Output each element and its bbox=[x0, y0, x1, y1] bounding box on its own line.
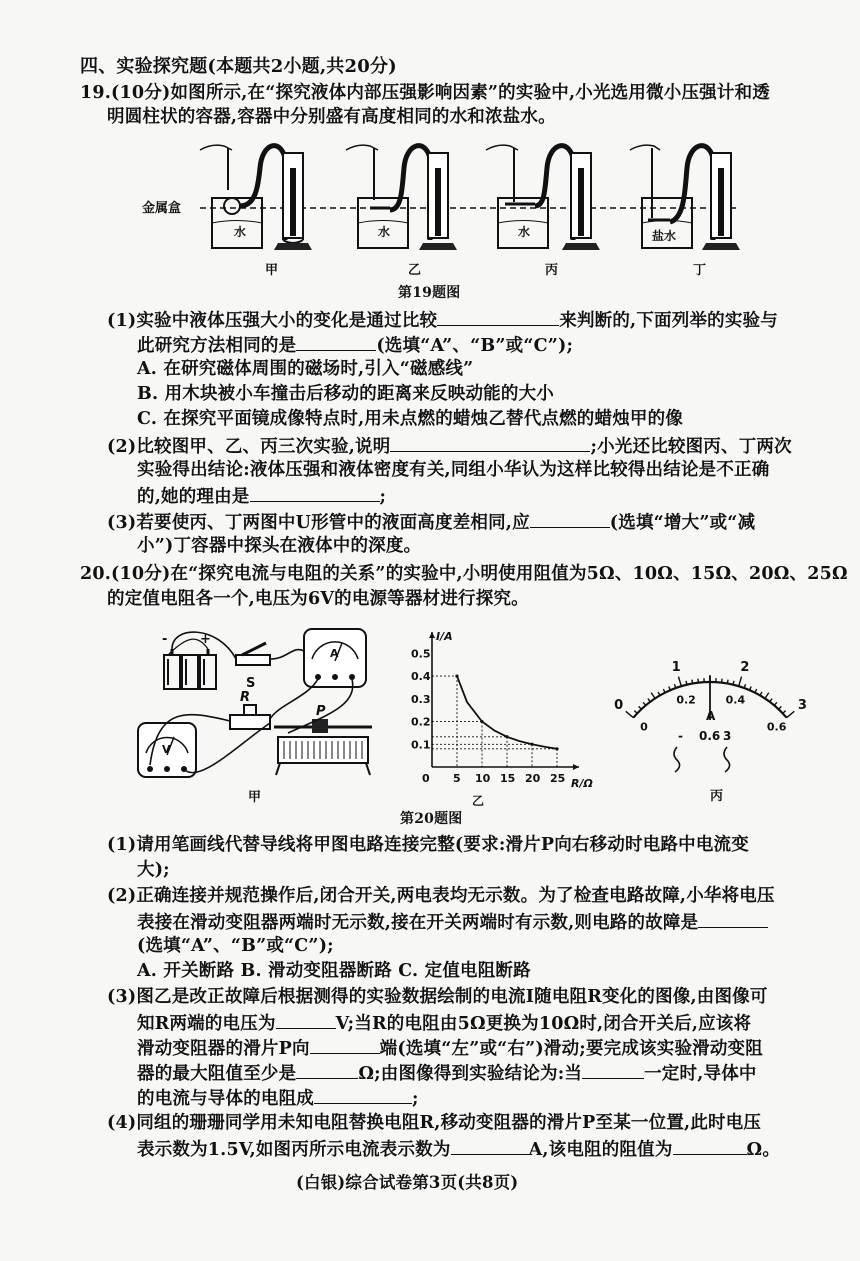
q20-part3-line4: 器的最大阻值至少是 Ω;由图像得到实验结论为:当 一定时,导体中 bbox=[137, 1061, 757, 1085]
dial-tick bbox=[739, 677, 742, 687]
data-point bbox=[480, 720, 483, 723]
data-point bbox=[505, 735, 508, 738]
x-axis-label: R/Ω bbox=[571, 777, 593, 790]
dial-tick bbox=[639, 706, 642, 709]
dial-tick bbox=[783, 711, 786, 714]
q20-part4-line1: (4)同组的珊珊同学用未知电阻替换电阻R,移动变阻器的滑片P至某一位置,此时电压 bbox=[107, 1113, 762, 1133]
q19-blank-4[interactable] bbox=[250, 484, 380, 502]
dial-tick bbox=[663, 689, 665, 693]
x-tick-label: 10 bbox=[475, 772, 491, 785]
dial-tick bbox=[643, 702, 646, 705]
x-tick-label: 15 bbox=[500, 772, 516, 785]
q19-part3-line2: 小”)丁容器中探头在液体中的深度。 bbox=[137, 536, 422, 556]
dial-minor-label: 0.2 bbox=[676, 693, 696, 707]
q19-blank-5[interactable] bbox=[530, 510, 610, 528]
resistor-label: R bbox=[240, 690, 251, 705]
panel-label-yi-20: 乙 bbox=[472, 794, 485, 808]
switch bbox=[236, 643, 270, 665]
x-tick-label: 0 bbox=[422, 772, 430, 785]
dial-tick bbox=[770, 699, 772, 702]
y-tick-label: 0.1 bbox=[411, 738, 431, 752]
q20-part2-line3: (选填“A”、“B”或“C”); bbox=[137, 936, 334, 956]
q20-part3-line2: 知R两端的电压为 V;当R的电阻由5Ω更换为10Ω时,闭合开关后,应该将 bbox=[137, 1011, 751, 1035]
panel-label-jia-20: 甲 bbox=[248, 790, 262, 805]
q19-intro-line2: 明圆柱状的容器,容器中分别盛有高度相同的水和浓盐水。 bbox=[107, 107, 556, 127]
dial-tick bbox=[765, 693, 769, 699]
panel-bing-apparatus bbox=[486, 145, 600, 250]
dial-tick bbox=[760, 692, 762, 695]
x-tick-label: 25 bbox=[550, 772, 566, 785]
y-axis-label: I/A bbox=[436, 630, 453, 643]
q20-part3-line1: (3)图乙是改正故障后根据测得的实验数据绘制的电流I随电阻R变化的图像,由图像可 bbox=[107, 987, 768, 1007]
dial-tick bbox=[626, 711, 634, 717]
q20-blank-1[interactable] bbox=[698, 910, 768, 928]
q20-blank-8[interactable] bbox=[673, 1137, 747, 1155]
dial-minor-label: 0.6 bbox=[766, 720, 787, 734]
q20-blank-5[interactable] bbox=[582, 1061, 644, 1079]
q20-blank-4[interactable] bbox=[296, 1061, 358, 1079]
page-footer: (白银)综合试卷第3页(共8页) bbox=[296, 1173, 519, 1192]
ammeter-label: A bbox=[330, 647, 339, 660]
q19-option-c: C. 在探究平面镜成像特点时,用未点燃的蜡烛乙替代点燃的蜡烛甲的像 bbox=[137, 409, 683, 429]
panel-yi-apparatus bbox=[346, 145, 457, 250]
q20-caption: 第20题图 bbox=[400, 811, 463, 827]
dial-tick bbox=[658, 692, 660, 695]
q19-blank-1[interactable] bbox=[437, 308, 559, 326]
q19-part2-line2: 实验得出结论:液体压强和液体密度有关,同组小华认为这样比较得出结论是不正确 bbox=[137, 460, 770, 480]
q19-part2-line3: 的,她的理由是 ; bbox=[137, 484, 386, 508]
q19-intro-line1: 19.(10分)如图所示,在“探究液体内部压强影响因素”的实验中,小光选用微小压强计和透 bbox=[80, 83, 770, 103]
panel-label-bing-20: 丙 bbox=[710, 789, 724, 804]
probe-label: 金属盒 bbox=[142, 201, 182, 216]
terminal-wire-right bbox=[724, 747, 730, 772]
q20-graph bbox=[410, 630, 593, 808]
q19-blank-2[interactable] bbox=[296, 333, 376, 351]
terminal-minus: - bbox=[678, 729, 683, 743]
dial-tick bbox=[651, 693, 655, 699]
data-point bbox=[530, 743, 533, 746]
dial-unit: A bbox=[706, 709, 716, 723]
battery bbox=[164, 649, 216, 689]
q19-blank-3[interactable] bbox=[390, 434, 590, 452]
dial-tick bbox=[686, 681, 687, 685]
y-tick-label: 0.4 bbox=[411, 670, 431, 684]
dial-major-label: 3 bbox=[797, 697, 807, 713]
dial-minor-label: 0 bbox=[640, 720, 648, 734]
q20-part3-line3: 滑动变阻器的滑片P向 端(选填“左”或“右”)滑动;要完成该实验滑动变阻 bbox=[137, 1036, 763, 1060]
panel-jia-apparatus bbox=[200, 145, 312, 250]
data-point bbox=[555, 747, 558, 750]
q20-meter-dial bbox=[605, 632, 815, 802]
dial-tick bbox=[648, 699, 650, 702]
panel-label-bing: 丙 bbox=[545, 263, 559, 278]
q20-part4-line2: 表示数为1.5V,如图丙所示电流表示数为 A,该电阻的阻值为 Ω。 bbox=[137, 1137, 780, 1161]
terminal-wire-left bbox=[674, 747, 680, 772]
q20-part2-line2: 表接在滑动变阻器两端时无示数,接在开关两端时有示数,则电路的故障是 bbox=[137, 910, 768, 934]
minus-sign: - bbox=[162, 632, 168, 647]
dial-tick bbox=[634, 711, 637, 714]
dial-major-label: 2 bbox=[740, 660, 750, 676]
q19-part3-line1: (3)若要使丙、丁两图中U形管中的液面高度差相同,应 (选填“增大”或“减 bbox=[107, 510, 755, 534]
liquid-label-2: 水 bbox=[378, 225, 391, 239]
switch-label: S bbox=[246, 676, 256, 691]
q19-option-a: A. 在研究磁体周围的磁场时,引入“磁感线” bbox=[137, 359, 474, 379]
x-tick-label: 20 bbox=[525, 772, 541, 785]
dial-tick bbox=[779, 706, 782, 709]
q20-blank-6[interactable] bbox=[314, 1086, 412, 1104]
dial-major-label: 1 bbox=[671, 660, 681, 676]
q20-part2-options: A. 开关断路 B. 滑动变阻器断路 C. 定值电阻断路 bbox=[137, 961, 531, 981]
fixed-resistor bbox=[230, 705, 270, 729]
dial-tick bbox=[692, 680, 693, 684]
q20-blank-3[interactable] bbox=[310, 1036, 380, 1054]
dial-tick bbox=[755, 689, 757, 693]
terminal-06: 0.6 bbox=[699, 729, 721, 743]
panel-label-ding: 丁 bbox=[693, 263, 707, 278]
q20-circuit-figure bbox=[128, 615, 388, 805]
plus-sign: + bbox=[200, 632, 211, 647]
liquid-label-4: 盐水 bbox=[652, 229, 677, 243]
liquid-label-1: 水 bbox=[234, 225, 247, 239]
dial-major-label: 0 bbox=[614, 697, 624, 713]
y-tick-label: 0.3 bbox=[411, 692, 431, 706]
data-point bbox=[455, 674, 458, 677]
q19-part1-line2: 此研究方法相同的是 (选填“A”、“B”或“C”); bbox=[137, 333, 573, 357]
q19-caption: 第19题图 bbox=[398, 285, 461, 301]
y-tick-label: 0.2 bbox=[411, 715, 431, 729]
section-title: 四、实验探究题(本题共2小题,共20分) bbox=[80, 56, 397, 77]
q19-part2-line1: (2)比较图甲、乙、丙三次实验,说明 ;小光还比较图丙、丁两次 bbox=[107, 434, 792, 458]
q20-part3-line5: 的电流与导体的电阻成 ; bbox=[137, 1086, 419, 1110]
q19-figure bbox=[140, 128, 780, 278]
dial-tick bbox=[774, 702, 777, 705]
x-axis-arrow bbox=[573, 764, 579, 770]
q20-intro-line2: 的定值电阻各一个,电压为6V的电源等器材进行探究。 bbox=[107, 589, 529, 609]
liquid-label-3: 水 bbox=[518, 225, 531, 239]
panel-ding-apparatus bbox=[630, 145, 740, 250]
slider-label: P bbox=[316, 704, 326, 719]
dial-tick bbox=[787, 711, 795, 717]
dial-tick bbox=[678, 677, 681, 687]
y-axis-arrow bbox=[429, 632, 435, 638]
x-tick-label: 5 bbox=[453, 772, 461, 785]
panel-label-jia: 甲 bbox=[265, 263, 279, 278]
voltmeter-label: V bbox=[162, 743, 171, 756]
q20-blank-7[interactable] bbox=[451, 1137, 529, 1155]
q19-option-b: B. 用木块被小车撞击后移动的距离来反映动能的大小 bbox=[137, 384, 554, 404]
q20-part1-line2: 大); bbox=[137, 860, 170, 880]
q20-part2-line1: (2)正确连接并规范操作后,闭合开关,两电表均无示数。为了检查电路故障,小华将电压 bbox=[107, 886, 775, 906]
dial-minor-label: 0.4 bbox=[725, 693, 746, 707]
terminal-3: 3 bbox=[723, 729, 732, 743]
q20-blank-2[interactable] bbox=[276, 1011, 336, 1029]
q19-part1-line1: (1)实验中液体压强大小的变化是通过比较 来判断的,下面列举的实验与 bbox=[107, 308, 778, 332]
dial-tick bbox=[733, 681, 734, 685]
q20-intro-line1: 20.(10分)在“探究电流与电阻的关系”的实验中,小明使用阻值为5Ω、10Ω、15Ω、20Ω、25Ω bbox=[80, 564, 848, 584]
dial-tick bbox=[727, 680, 728, 684]
y-tick-label: 0.5 bbox=[411, 647, 431, 661]
panel-label-yi: 乙 bbox=[408, 263, 422, 278]
rheostat bbox=[274, 719, 372, 775]
q20-part1-line1: (1)请用笔画线代替导线将甲图电路连接完整(要求:滑片P向右移动时电路中电流变 bbox=[107, 835, 749, 855]
